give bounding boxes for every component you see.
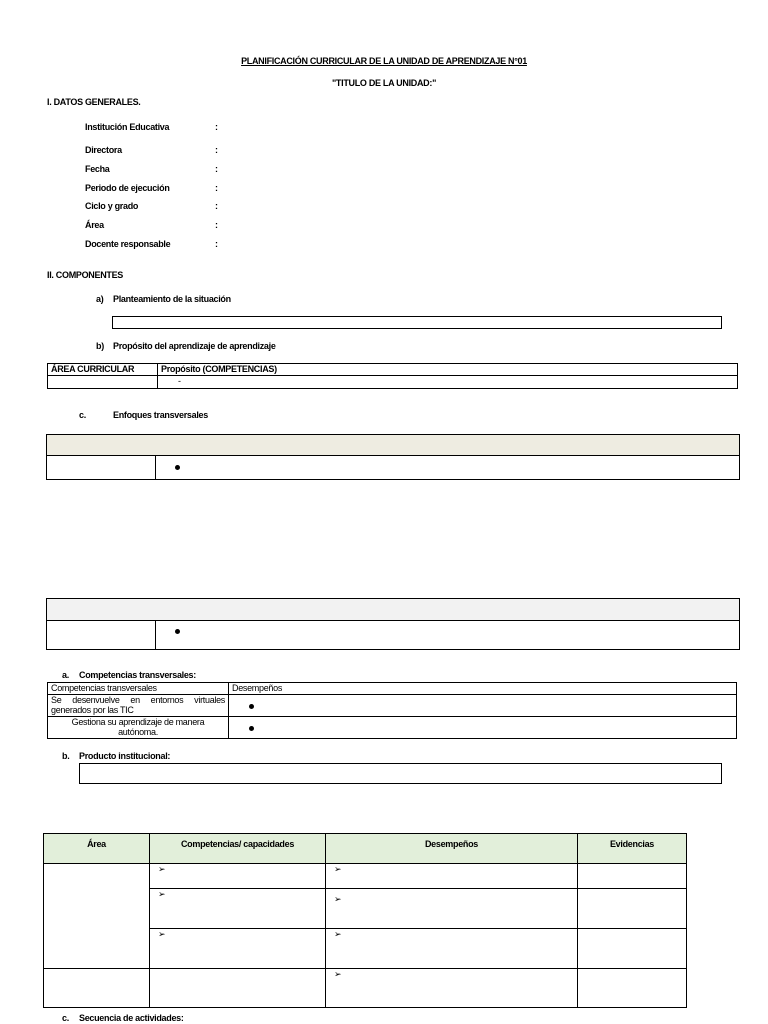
desempeno-cell[interactable] <box>326 889 578 929</box>
cell-proposito[interactable] <box>158 376 738 389</box>
desempeno-cell[interactable] <box>326 969 578 1008</box>
area-cell[interactable] <box>44 864 150 969</box>
field-label-ciclo: Ciclo y grado <box>85 201 139 211</box>
enfoque-table-row-2 <box>46 620 740 650</box>
desempeno-cell[interactable] <box>229 717 737 739</box>
header-competencias-capacidades: Competencias/ capacidades <box>150 834 326 864</box>
arrow-bullet-icon: ➢ <box>158 864 166 874</box>
header-competencias: Competencias transversales <box>48 683 229 695</box>
planteamiento-input-box[interactable] <box>112 316 722 329</box>
planteamiento-label: Planteamiento de la situación <box>113 294 231 304</box>
item-marker-a: a) <box>96 294 104 304</box>
cell-area[interactable] <box>48 376 158 389</box>
area-competencias-table <box>43 833 687 1008</box>
evidencia-cell[interactable] <box>578 969 687 1008</box>
enfoque-table-row <box>46 455 740 480</box>
competencia-cell[interactable] <box>150 889 326 929</box>
field-separator: : <box>215 164 218 174</box>
field-label-fecha: Fecha <box>85 164 110 174</box>
evidencia-cell[interactable] <box>578 929 687 969</box>
desempeno-cell[interactable] <box>326 929 578 969</box>
field-label-area: Área <box>85 220 104 230</box>
evidencia-cell[interactable] <box>578 889 687 929</box>
field-label-institucion: Institución Educativa <box>85 122 170 132</box>
field-label-directora: Directora <box>85 145 122 155</box>
header-proposito: Propósito (COMPETENCIAS) <box>158 364 738 376</box>
competencia-cell[interactable] <box>150 929 326 969</box>
arrow-bullet-icon: ➢ <box>334 969 342 979</box>
desempeno-cell[interactable] <box>229 695 737 717</box>
competencias-marker: a. <box>62 670 69 680</box>
area-cell[interactable] <box>44 969 150 1008</box>
proposito-label: Propósito del aprendizaje de aprendizaje <box>113 341 276 351</box>
arrow-bullet-icon: ➢ <box>158 929 166 939</box>
field-separator: : <box>215 201 218 211</box>
enfoques-label: Enfoques transversales <box>113 410 208 420</box>
bullet-icon <box>249 726 254 731</box>
enfoque-table-header-2 <box>46 598 740 621</box>
enfoque-table-header <box>46 434 740 456</box>
arrow-bullet-icon: ➢ <box>334 929 342 939</box>
competencias-transversales-label: Competencias transversales: <box>79 670 196 680</box>
header-desempenos: Desempeños <box>326 834 578 864</box>
arrow-bullet-icon: ➢ <box>334 864 342 874</box>
competencia-row-autonomo: Gestiona su aprendizaje de manera autónoma. <box>48 717 229 739</box>
header-area-curricular: ÁREA CURRICULAR <box>48 364 158 376</box>
field-separator: : <box>215 122 218 132</box>
competencia-cell[interactable] <box>150 864 326 889</box>
column-divider <box>155 455 156 480</box>
componentes-heading: II. COMPONENTES <box>47 270 124 280</box>
producto-institucional-label: Producto institucional: <box>79 751 171 761</box>
field-separator: : <box>215 220 218 230</box>
column-divider <box>155 620 156 650</box>
competencia-cell[interactable] <box>150 969 326 1008</box>
bullet-icon <box>175 629 180 634</box>
field-separator: : <box>215 239 218 249</box>
secuencia-marker: c. <box>62 1013 69 1023</box>
evidencia-cell[interactable] <box>578 864 687 889</box>
field-separator: : <box>215 145 218 155</box>
header-evidencias: Evidencias <box>578 834 687 864</box>
producto-input-box[interactable] <box>79 763 722 784</box>
competencia-row-tic: Se desenvuelve en entornos virtuales generados por las TIC <box>48 695 229 717</box>
bullet-icon <box>249 704 254 709</box>
item-marker-b: b) <box>96 341 104 351</box>
item-marker-c: c. <box>79 410 86 420</box>
header-area: Área <box>44 834 150 864</box>
field-label-docente: Docente responsable <box>85 239 171 249</box>
dash-mark: - <box>178 376 181 386</box>
unit-title: "TITULO DE LA UNIDAD:" <box>331 78 437 88</box>
competencias-transversales-table <box>47 682 737 739</box>
header-desempenos: Desempeños <box>229 683 737 695</box>
arrow-bullet-icon: ➢ <box>158 889 166 899</box>
field-label-periodo: Periodo de ejecución <box>85 183 170 193</box>
proposito-table <box>47 363 738 389</box>
producto-marker: b. <box>62 751 70 761</box>
secuencia-actividades-label: Secuencia de actividades: <box>79 1013 184 1023</box>
bullet-icon <box>175 465 180 470</box>
field-separator: : <box>215 183 218 193</box>
arrow-bullet-icon: ➢ <box>334 894 342 904</box>
desempeno-cell[interactable] <box>326 864 578 889</box>
document-title: PLANIFICACIÓN CURRICULAR DE LA UNIDAD DE APRENDIZAJE N°01 <box>241 56 527 66</box>
datos-generales-heading: I. DATOS GENERALES. <box>47 97 141 107</box>
